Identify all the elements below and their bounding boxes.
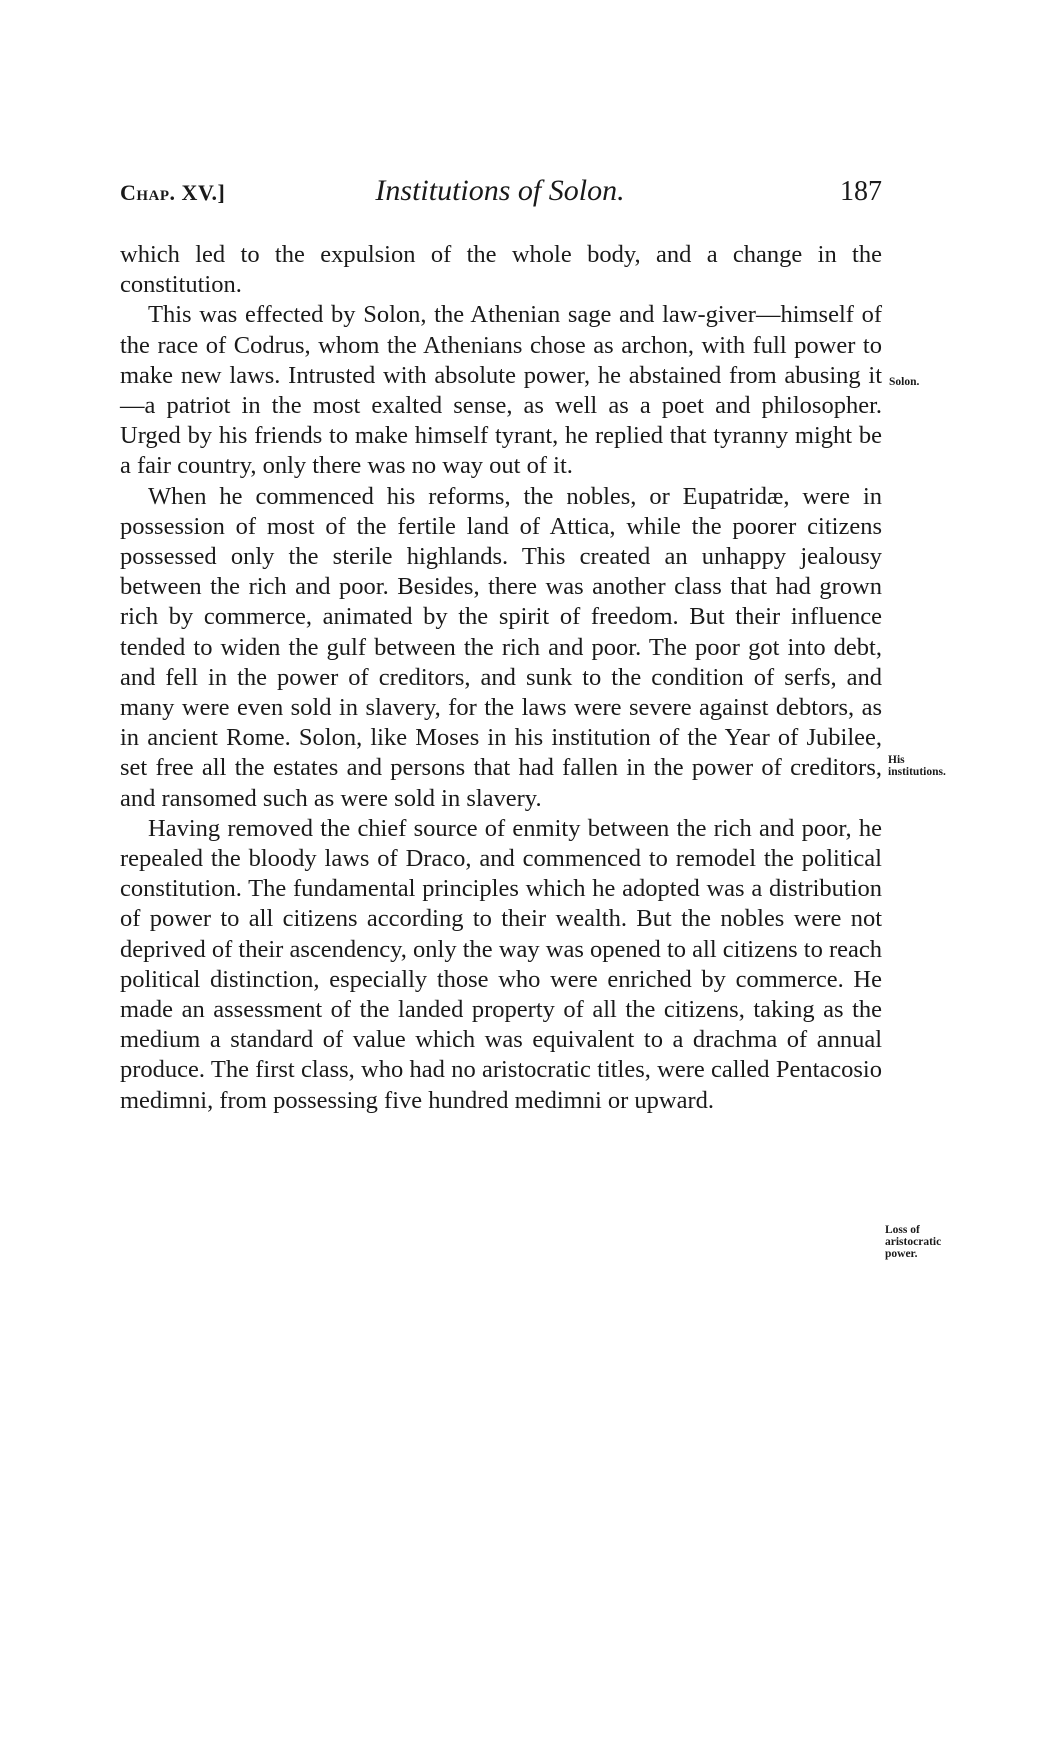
paragraph-4: Having removed the chief source of enmity between the rich and poor, he repealed the bloody laws of Draco, and commenced to remodel the political constitution. The fundamental principles which he adopted was a distribution of power to all citizens according to their wealth. But the nobles were not deprived of their ascendency, only the way was opened to all citizens to reach political distinction, especially those who were enriched by commerce. He made an assessment of the landed property of all the citizens, taking as the medium a standard of value which was equivalent to a drachma of annual produce. The first class, who had no aristocratic titles, were called Pentacosio medimni, from possessing five hundred medimni or upward.	[120, 814, 882, 1114]
body-text	[120, 240, 882, 1116]
chapter-label: Chap. XV.]	[120, 180, 226, 205]
running-header	[120, 174, 880, 214]
page-number: 187	[840, 176, 882, 207]
sidenote-solon: Solon.	[889, 376, 920, 388]
sidenote-aristocratic-power: Loss of aristocratic power.	[885, 1224, 942, 1260]
paragraph-1: which led to the expulsion of the whole body, and a change in the constitution.	[120, 241, 882, 299]
paragraph-3: When he commenced his reforms, the nobles, or Eupatridæ, were in possession of most of the fertile land of Attica, while the poorer citizens possessed only the sterile highlands. This created an unhappy jealousy between the rich and poor. Besides, there was another class that had grown rich by commerce, animated by the spirit of freedom. But their influence tended to widen the gulf between the rich and poor. The poor got into debt, and fell in the power of creditors, and sunk to the condition of serfs, and many were even sold in slavery, for the laws were severe against debtors, as in ancient Rome. Solon, like Moses in his institution of the Year of Jubilee, set free all the estates and persons that had fallen in the power of creditors, and ransomed such as were sold in slavery.	[120, 482, 882, 812]
sidenote-institutions: His institutions.	[888, 754, 946, 778]
paragraph-2: This was effected by Solon, the Athenian sage and law-giver—himself of the race of Codrus, whom the Athenians chose as archon, with full power to make new laws. Intrusted with absolute power, he abstained from abusing it—a patriot in the most exalted sense, as well as a poet and philosopher. Urged by his friends to make himself tyrant, he replied that tyranny might be a fair country, only there was no way out of it.	[120, 301, 882, 480]
running-title: Institutions of Solon.	[375, 174, 625, 207]
